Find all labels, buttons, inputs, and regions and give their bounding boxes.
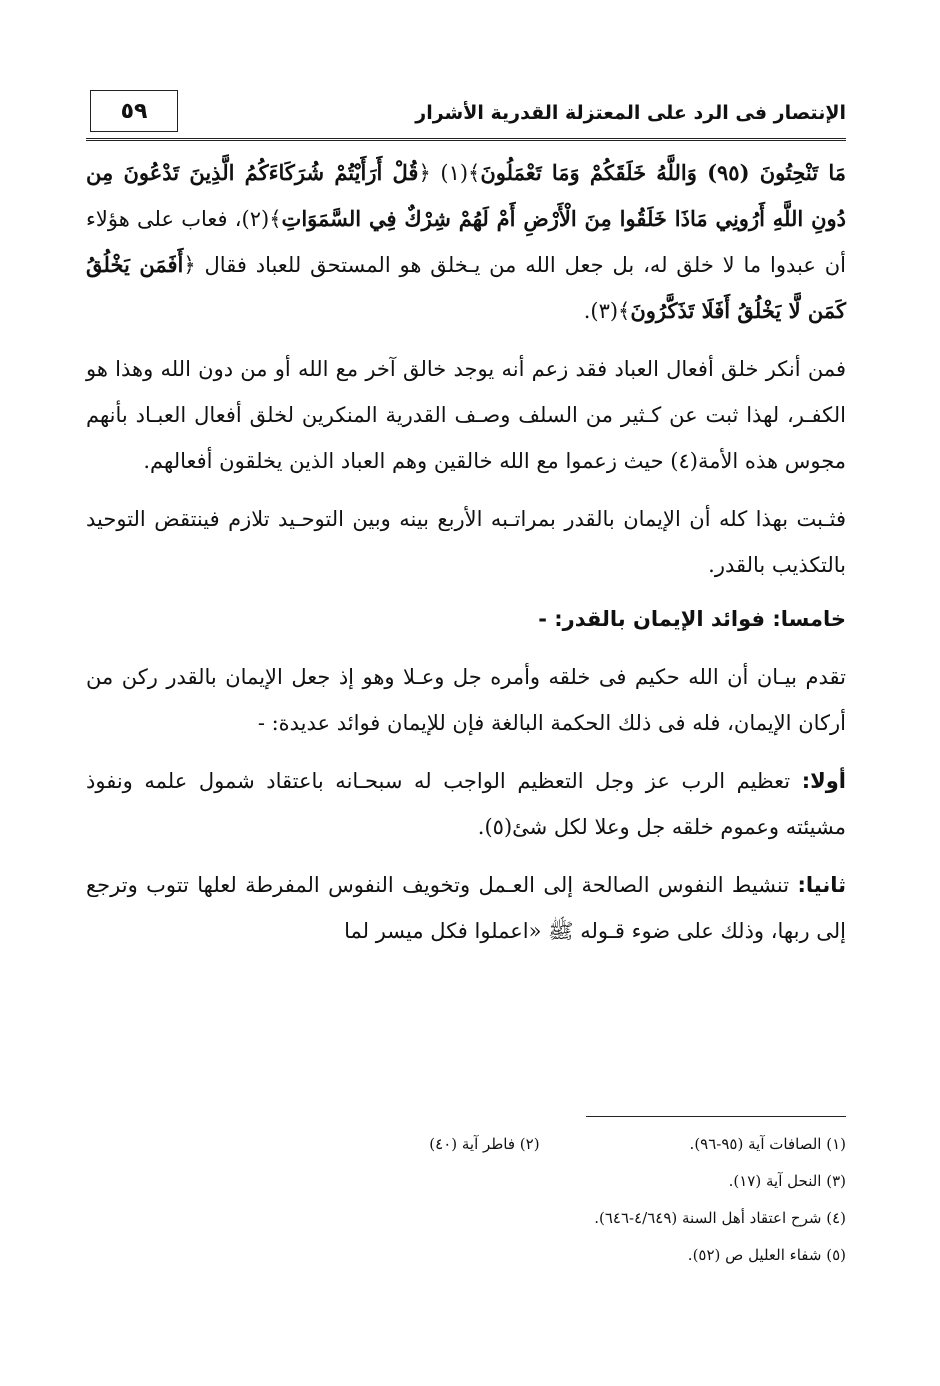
point-2-text: تنشيط النفوس الصالحة إلى العـمل وتخويف النفوس المفرطة لعلها تتوب وترجع إلى ربها، وذلك على ضوء قـوله ﷺ «اعملوا فكل ميسر لما [86,873,846,943]
footnote-1: (١) الصافات آية (٩٥-٩٦). [689,1135,846,1153]
footnote-row [86,1126,846,1163]
main-text [86,150,846,954]
verse-mark-end: ﴾(٣). [583,299,631,323]
paragraph-3: فثـبت بهذا كله أن الإيمان بالقدر بمراتـبه الأربع بينه وبين التوحـيد تلازم فينتقض التوحيد بالتكذيب بالقدر. [86,507,846,577]
point-1-label: أولا: [801,769,846,793]
point-2-label: ثانيا: [797,873,846,897]
footnote-divider [586,1116,846,1117]
paragraph-2: فمن أنكر خلق أفعال العباد فقد زعم أنه يوجد خالق آخر مع الله أو من دون الله وهذا هو الكفـر، لهذا ثبت عن كـثير من السلف وصـف القدرية المنكرين لخلق أفعال العبـاد بأنهم مجوس هذه الأمة(٤) حيث زعموا مع الله خالقين وهم العباد الذين يخلقون أفعالهم. [86,357,846,473]
paragraph-6 [86,862,846,954]
page-header [86,86,846,142]
quran-verse-c: أَفَمَن يَخْلُقُ كَمَن لَّا يَخْلُقُ أَفَلَا تَذَكَّرُونَ [86,252,846,323]
footnote-5: (٥) شفاء العليل ص (٥٢). [687,1246,846,1264]
footnote-4: (٤) شرح اعتقاد أهل السنة (٤/٦٤٩-٦٤٦). [594,1209,846,1227]
verse-mark-1: ﴾(١) ﴿ [418,161,481,185]
paragraph-5 [86,758,846,850]
page-number: ٥٩ [90,90,178,132]
paragraph-1 [86,150,846,334]
footnotes [86,1126,846,1274]
footnote-3: (٣) النحل آية (١٧). [728,1172,846,1190]
section-heading: خامسا: فوائد الإيمان بالقدر: - [538,607,846,631]
quran-verse-b: قُلْ أَرَأَيْتُمْ شُرَكَاءَكُمُ الَّذِينَ تَدْعُونَ مِن دُونِ اللَّهِ أَرُونِي مَاذَا خَلَقُوا مِنَ الْأَرْضِ أَمْ لَهُمْ شِرْكٌ فِي السَّمَوَاتِ [86,160,847,231]
point-1-text: تعظيم الرب عز وجل التعظيم الواجب له سبحـانه باعتقاد شمول علمه ونفوذ مشيئته وعموم خلقه جل وعلا لكل شئ(٥). [86,769,846,839]
footnote-row [86,1200,846,1237]
quran-verse-a: مَا تَنْحِتُونَ (٩٥) وَاللَّهُ خَلَقَكُمْ وَمَا تَعْمَلُونَ [480,160,846,185]
running-title: الإنتصار فى الرد على المعتزلة القدرية الأشرار [415,102,846,124]
paragraph-1-text: ﴾(٢)، فعاب على هؤلاء أن عبدوا ما لا خلق له، بل جعل الله من يـخلق هو المستحق للعباد فقال ﴿ [86,207,846,277]
footnote-2: (٢) فاطر آية (٤٠) [429,1135,540,1153]
footnote-row [86,1237,846,1274]
header-divider [86,138,846,141]
footnote-row [86,1163,846,1200]
paragraph-4: تقدم بيـان أن الله حكيم فى خلقه وأمره جل وعـلا وهو إذ جعل الإيمان بالقدر ركن من أركان الإيمان، فله فى ذلك الحكمة البالغة فإن للإيمان فوائد عديدة: - [86,665,846,735]
